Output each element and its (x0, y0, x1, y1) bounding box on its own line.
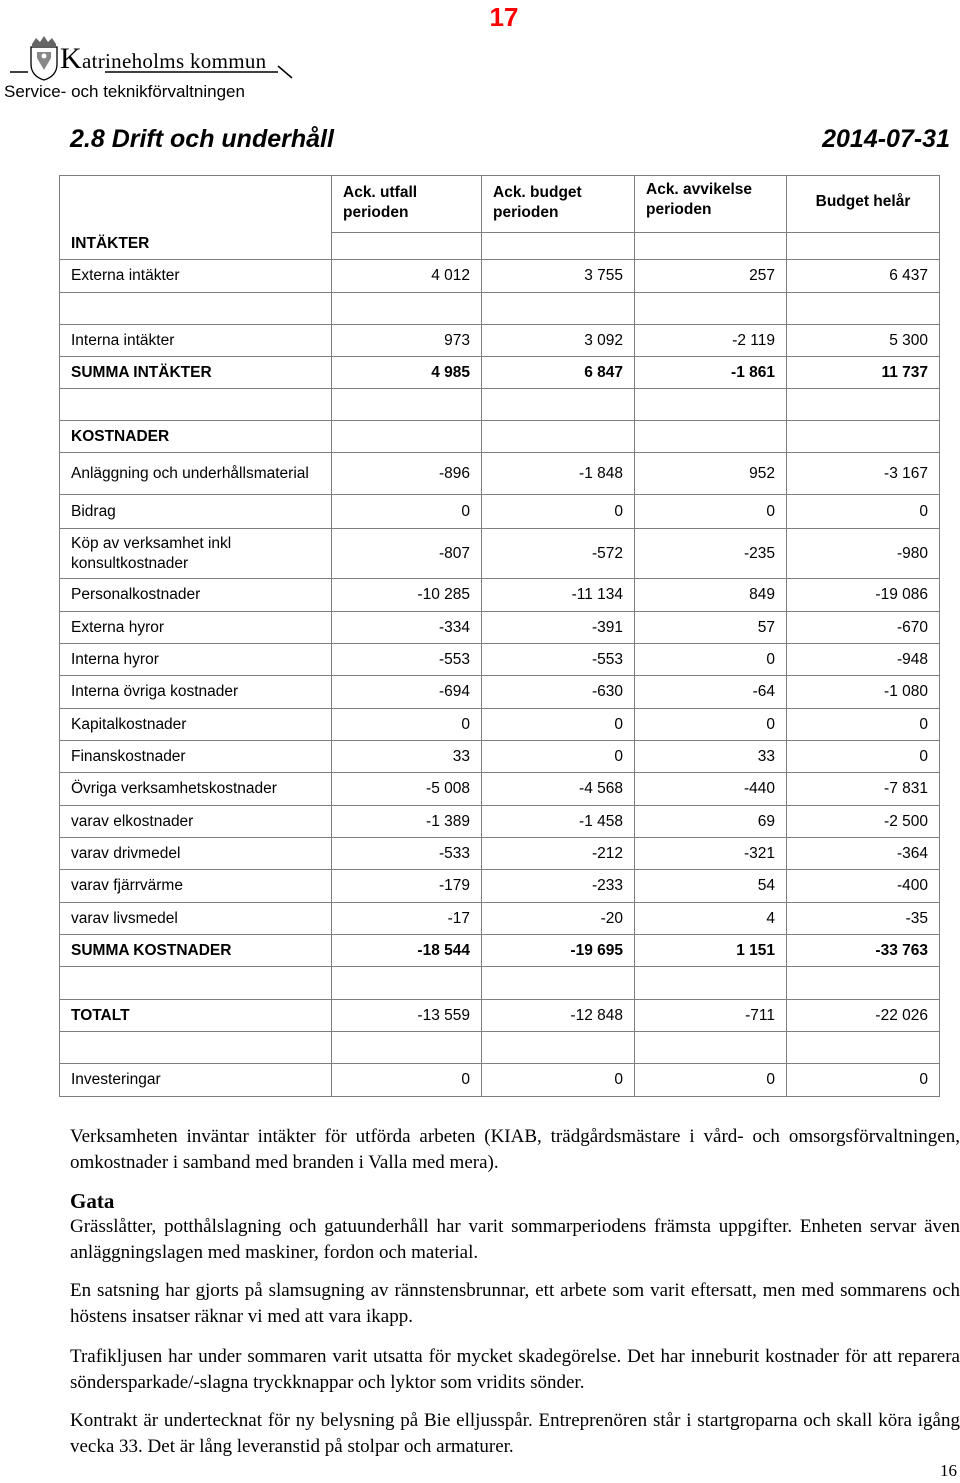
empty-row (60, 389, 940, 421)
table-row: varav livsmedel -17 -20 4 -35 (60, 903, 940, 935)
empty-row (60, 293, 940, 325)
column-header-actual: Ack. utfall perioden (332, 176, 482, 260)
table-row: Köp av verksamhet inkl konsultkostnader -807 -572 -235 -980 (60, 529, 940, 579)
empty-row (60, 1032, 940, 1064)
section-income-label: INTÄKTER (71, 235, 150, 252)
table-row: Externa intäkter 4 012 3 755 257 6 437 (60, 260, 940, 293)
report-date: 2014-07-31 (822, 125, 950, 153)
table-row: Anläggning och underhållsmaterial -896 -1 848 952 -3 167 (60, 453, 940, 495)
body-paragraph: En satsning har gjorts på slamsugning av rännstensbrunnar, ett arbete som varit eftersatt, men med sommarens och höstens insatser räknar vi med att vara ikapp. (70, 1280, 960, 1327)
table-row: Interna intäkter 973 3 092 -2 119 5 300 (60, 325, 940, 357)
footer-page-number: 16 (940, 1461, 957, 1480)
body-paragraph: Trafikljusen har under sommaren varit utsatta för mycket skadegörelse. Det har inneburit kostnader för att reparera söndersparkade/-slagna tryckknappar och lyktor som vridits sönder. (70, 1346, 960, 1393)
header-label-cell (60, 176, 332, 260)
table-row: Bidrag 0 0 0 0 (60, 495, 940, 529)
table-row: Finanskostnader 33 0 33 0 (60, 741, 940, 773)
table-row: varav drivmedel -533 -212 -321 -364 (60, 838, 940, 870)
table-row: Övriga verksamhetskostnader -5 008 -4 568 -440 -7 831 (60, 773, 940, 806)
column-header-budget: Ack. budget perioden (482, 176, 635, 260)
sum-costs-row: SUMMA KOSTNADER -18 544 -19 695 1 151 -33 763 (60, 935, 940, 967)
table-row: varav elkostnader -1 389 -1 458 69 -2 500 (60, 806, 940, 838)
table-row: Kapitalkostnader 0 0 0 0 (60, 709, 940, 741)
org-name: Katrineholms kommun (60, 42, 267, 75)
table-row: Interna hyror -553 -553 0 -948 (60, 644, 940, 676)
table-row: Interna övriga kostnader -694 -630 -64 -1 080 (60, 676, 940, 709)
section-costs-row: KOSTNADER (60, 421, 940, 453)
org-logo (10, 34, 300, 82)
total-row: TOTALT -13 559 -12 848 -711 -22 026 (60, 1000, 940, 1032)
page-number-red: 17 (489, 2, 519, 32)
column-header-deviation: Ack. avvikelse perioden (635, 176, 787, 260)
table-header-row (60, 176, 940, 260)
empty-row (60, 967, 940, 1000)
table-row: Personalkostnader -10 285 -11 134 849 -19 086 (60, 579, 940, 612)
body-paragraph: Verksamheten inväntar intäkter för utförda arbeten (KIAB, trädgårdsmästare i vård- och omsorgsförvaltningen, omkostnader i samband med branden i Valla med mera). (70, 1126, 960, 1173)
body-paragraph: Grässlåtter, potthålslagning och gatuunderhåll har varit sommarperiodens främsta uppgifter. Enheten servar även anläggningslagen med maskiner, fordon och material. (70, 1216, 960, 1263)
table-row: Externa hyror -334 -391 57 -670 (60, 612, 940, 644)
section-heading-gata: Gata (70, 1189, 115, 1213)
body-paragraph: Kontrakt är undertecknat för ny belysning på Bie elljusspår. Entreprenören står i startgroparna och skall köra igång vecka 33. Det är lång leveranstid på stolpar och armaturer. (70, 1410, 960, 1457)
investments-row: Investeringar 0 0 0 0 (60, 1064, 940, 1097)
budget-table (59, 175, 940, 1097)
department-name: Service- och teknikförvaltningen (4, 82, 245, 101)
table-row: varav fjärrvärme -179 -233 54 -400 (60, 870, 940, 903)
column-header-full-year: Budget helår (787, 176, 940, 260)
sum-income-row: SUMMA INTÄKTER 4 985 6 847 -1 861 11 737 (60, 357, 940, 389)
page-title: 2.8 Drift och underhåll (70, 125, 334, 153)
